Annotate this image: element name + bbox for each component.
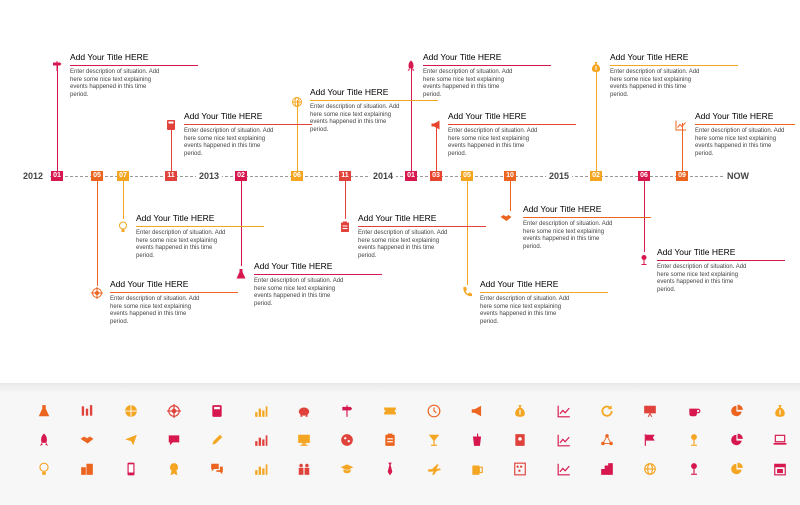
coffee-cup-icon: [687, 404, 701, 418]
handshake-icon: [80, 433, 94, 447]
rocket-icon: [405, 60, 417, 72]
calculator-icon: [165, 119, 177, 131]
line-chart-icon: [557, 433, 571, 447]
event-title: Add Your Title HERE: [610, 52, 738, 66]
graduation-cap-icon: [340, 462, 354, 476]
year-label: 2012: [20, 171, 46, 181]
event-description: Enter description of situation. Add here some nice text explaining events happened in this time period.: [310, 104, 400, 133]
event-card: [254, 261, 382, 308]
event-description: Enter description of situation. Add here some nice text explaining events happened in this time period.: [110, 296, 200, 325]
pie-chart-icon: [730, 433, 744, 447]
year-label: NOW: [724, 171, 752, 181]
award-ribbon-icon: [167, 462, 181, 476]
clock-icon: [427, 404, 441, 418]
basketball-icon: [124, 404, 138, 418]
event-description: Enter description of situation. Add here some nice text explaining events happened in this time period.: [184, 128, 274, 157]
event-card: [523, 204, 651, 251]
cocktail-icon: [427, 433, 441, 447]
column-chart-icon: [254, 462, 268, 476]
event-title: Add Your Title HERE: [523, 204, 651, 218]
line-chart-icon: [557, 462, 571, 476]
month-marker: 01: [405, 171, 417, 181]
lightbulb-icon: [37, 462, 51, 476]
event-card: [657, 247, 785, 294]
event-connector: [345, 181, 346, 219]
presentation-icon: [643, 404, 657, 418]
month-marker: 10: [504, 171, 516, 181]
speech-bubble-icon: [167, 433, 181, 447]
event-description: Enter description of situation. Add here some nice text explaining events happened in this time period.: [254, 278, 344, 307]
piggy-bank-icon: [297, 404, 311, 418]
event-description: Enter description of situation. Add here some nice text explaining events happened in this time period.: [523, 221, 613, 250]
event-card: [70, 52, 198, 99]
pencil-icon: [210, 433, 224, 447]
calendar-icon: [773, 462, 787, 476]
calculator-icon: [210, 404, 224, 418]
event-card: [110, 279, 238, 326]
event-description: Enter description of situation. Add here some nice text explaining events happened in this time period.: [358, 230, 448, 259]
month-marker: 11: [339, 171, 351, 181]
monitor-icon: [297, 433, 311, 447]
pie-chart-icon: [730, 462, 744, 476]
microphone-icon: [638, 254, 650, 266]
event-card: [310, 87, 438, 134]
money-bag-icon: [773, 404, 787, 418]
event-title: Add Your Title HERE: [310, 87, 438, 101]
event-connector: [97, 181, 98, 286]
signpost-icon: [340, 404, 354, 418]
month-marker: 11: [165, 171, 177, 181]
event-title: Add Your Title HERE: [110, 279, 238, 293]
month-marker: 06: [638, 171, 650, 181]
event-description: Enter description of situation. Add here some nice text explaining events happened in this time period.: [610, 69, 700, 98]
globe-icon: [291, 96, 303, 108]
target-icon: [167, 404, 181, 418]
buildings-icon: [80, 462, 94, 476]
month-marker: 06: [291, 171, 303, 181]
column-chart-icon: [254, 404, 268, 418]
target-icon: [91, 287, 103, 299]
phone-icon: [461, 286, 473, 298]
event-card: [448, 111, 576, 158]
year-label: 2013: [196, 171, 222, 181]
event-description: Enter description of situation. Add here some nice text explaining events happened in this time period.: [657, 264, 747, 293]
necktie-icon: [383, 462, 397, 476]
month-marker: 07: [117, 171, 129, 181]
month-marker: 02: [235, 171, 247, 181]
network-icon: [600, 433, 614, 447]
event-connector: [123, 181, 124, 219]
month-marker: 01: [51, 171, 63, 181]
globe-icon: [643, 462, 657, 476]
bar-chart-icon: [80, 404, 94, 418]
event-title: Add Your Title HERE: [136, 213, 264, 227]
flask-icon: [37, 404, 51, 418]
event-title: Add Your Title HERE: [358, 213, 486, 227]
month-marker: 05: [461, 171, 473, 181]
signpost-icon: [51, 60, 63, 72]
event-card: [480, 279, 608, 326]
airplane-icon: [427, 462, 441, 476]
money-bag-icon: [590, 61, 602, 73]
event-title: Add Your Title HERE: [423, 52, 551, 66]
event-title: Add Your Title HERE: [254, 261, 382, 275]
microphone-icon: [687, 462, 701, 476]
ticket-icon: [383, 404, 397, 418]
team-icon: [297, 462, 311, 476]
event-connector: [57, 65, 58, 171]
line-chart-icon: [557, 404, 571, 418]
month-marker: 09: [676, 171, 688, 181]
month-marker: 03: [430, 171, 442, 181]
clipboard-icon: [383, 433, 397, 447]
event-card: [695, 111, 795, 158]
event-card: [136, 213, 264, 260]
coins-icon: [600, 462, 614, 476]
event-card: [184, 111, 312, 158]
event-title: Add Your Title HERE: [448, 111, 576, 125]
event-description: Enter description of situation. Add here some nice text explaining events happened in this time period.: [136, 230, 226, 259]
event-title: Add Your Title HERE: [480, 279, 608, 293]
column-chart-icon: [254, 433, 268, 447]
event-title: Add Your Title HERE: [695, 111, 795, 125]
megaphone-icon: [470, 404, 484, 418]
month-marker: 02: [590, 171, 602, 181]
event-title: Add Your Title HERE: [70, 52, 198, 66]
laptop-icon: [773, 433, 787, 447]
soda-cup-icon: [470, 433, 484, 447]
event-description: Enter description of situation. Add here some nice text explaining events happened in this time period.: [480, 296, 570, 325]
year-label: 2014: [370, 171, 396, 181]
microphone-icon: [687, 433, 701, 447]
event-connector: [510, 181, 511, 211]
event-description: Enter description of situation. Add here some nice text explaining events happened in this time period.: [70, 69, 160, 98]
event-card: [358, 213, 486, 260]
event-description: Enter description of situation. Add here some nice text explaining events happened in this time period.: [695, 128, 785, 157]
flag-icon: [643, 433, 657, 447]
beer-mug-icon: [470, 462, 484, 476]
event-description: Enter description of situation. Add here some nice text explaining events happened in this time period.: [423, 69, 513, 98]
event-title: Add Your Title HERE: [184, 111, 312, 125]
handshake-icon: [500, 212, 512, 224]
clipboard-icon: [339, 221, 351, 233]
abacus-icon: [513, 462, 527, 476]
event-card: [610, 52, 738, 99]
line-chart-icon: [675, 119, 687, 131]
icon-set-panel: [0, 383, 800, 505]
event-card: [423, 52, 551, 99]
money-bag-icon: [513, 404, 527, 418]
paper-plane-icon: [124, 433, 138, 447]
rocket-icon: [37, 433, 51, 447]
pizza-icon: [340, 433, 354, 447]
lightbulb-icon: [117, 221, 129, 233]
mobile-phone-icon: [124, 462, 138, 476]
refresh-icon: [600, 404, 614, 418]
event-connector: [596, 65, 597, 171]
event-description: Enter description of situation. Add here some nice text explaining events happened in this time period.: [448, 128, 538, 157]
month-marker: 05: [91, 171, 103, 181]
event-title: Add Your Title HERE: [657, 247, 785, 261]
year-label: 2015: [546, 171, 572, 181]
address-book-icon: [513, 433, 527, 447]
chat-icon: [210, 462, 224, 476]
pie-chart-icon: [730, 404, 744, 418]
